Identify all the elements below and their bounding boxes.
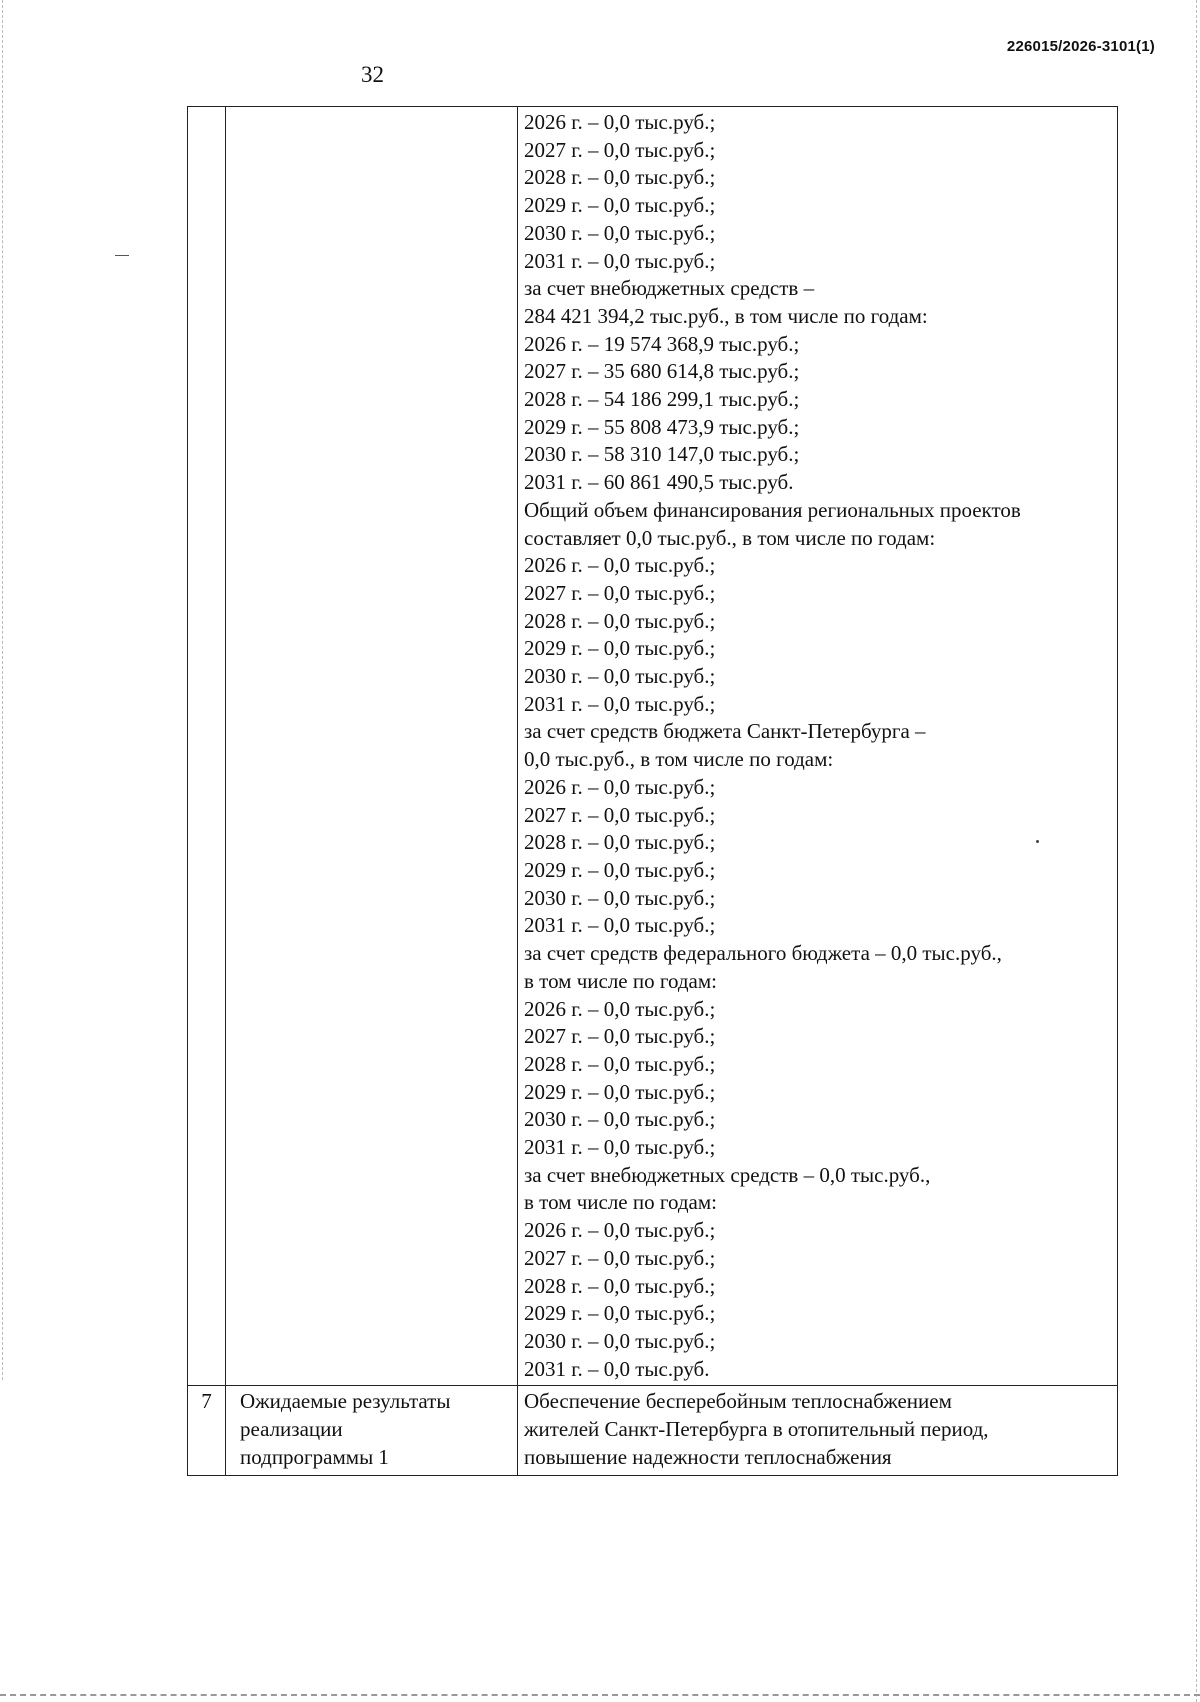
financing-line: 2027 г. – 0,0 тыс.руб.; (524, 1024, 716, 1049)
label-line: подпрограммы 1 (240, 1444, 389, 1469)
value-line: жителей Санкт-Петербурга в отопительный период, (524, 1417, 989, 1442)
financing-line: 2031 г. – 60 861 490,5 тыс.руб. (524, 470, 794, 495)
financing-line: 2027 г. – 0,0 тыс.руб.; (524, 137, 716, 162)
financing-line: в том числе по годам: (524, 1190, 717, 1215)
scan-mark (115, 255, 129, 256)
financing-line: за счет средств федерального бюджета – 0,0 тыс.руб., (524, 941, 1002, 966)
financing-line: 2030 г. – 0,0 тыс.руб.; (524, 664, 716, 689)
scan-edge-left (2, 0, 4, 1380)
financing-line: за счет внебюджетных средств – (524, 276, 815, 301)
financing-line: 2030 г. – 0,0 тыс.руб.; (524, 220, 716, 245)
financing-line: 2031 г. – 0,0 тыс.руб.; (524, 1135, 716, 1160)
financing-lines (524, 109, 1117, 1383)
financing-line: 2027 г. – 0,0 тыс.руб.; (524, 580, 716, 605)
financing-value-cell (518, 107, 1118, 1386)
financing-line: 284 421 394,2 тыс.руб., в том числе по годам: (524, 303, 928, 328)
financing-line: 2028 г. – 0,0 тыс.руб.; (524, 1273, 716, 1298)
row-number-cell (188, 107, 226, 1386)
financing-line: 2029 г. – 55 808 473,9 тыс.руб.; (524, 414, 800, 439)
expected-results-value-cell (518, 1386, 1118, 1476)
financing-line: 2026 г. – 0,0 тыс.руб.; (524, 774, 716, 799)
financing-line: 2028 г. – 0,0 тыс.руб.; (524, 608, 716, 633)
label-line: Ожидаемые результаты (240, 1389, 451, 1414)
row-number-cell: 7 (188, 1386, 226, 1476)
financing-line: 2029 г. – 0,0 тыс.руб.; (524, 857, 716, 882)
table-row-expected-results (188, 1386, 1118, 1476)
financing-line: 2028 г. – 54 186 299,1 тыс.руб.; (524, 387, 800, 412)
financing-line: 2030 г. – 0,0 тыс.руб.; (524, 1107, 716, 1132)
financing-line: 2026 г. – 0,0 тыс.руб.; (524, 553, 716, 578)
financing-line: 2026 г. – 0,0 тыс.руб.; (524, 996, 716, 1021)
page-number (0, 62, 1200, 88)
financing-line: 2027 г. – 0,0 тыс.руб.; (524, 1245, 716, 1270)
financing-line: 2026 г. – 19 574 368,9 тыс.руб.; (524, 331, 800, 356)
financing-line: 2027 г. – 35 680 614,8 тыс.руб.; (524, 359, 800, 384)
financing-line: 2029 г. – 0,0 тыс.руб.; (524, 636, 716, 661)
financing-line: составляет 0,0 тыс.руб., в том числе по годам: (524, 525, 936, 550)
financing-line: 2031 г. – 0,0 тыс.руб.; (524, 248, 716, 273)
expected-results-label-cell (226, 1386, 518, 1476)
row-name-cell (226, 107, 518, 1386)
registration-number: 226015/2026-3101(1) (1006, 38, 1155, 55)
financing-line: 2030 г. – 58 310 147,0 тыс.руб.; (524, 442, 800, 467)
value-line: повышение надежности теплоснабжения (524, 1444, 892, 1469)
financing-line: 2028 г. – 0,0 тыс.руб.; (524, 830, 716, 855)
scan-edge-bottom (0, 1694, 1200, 1698)
financing-line: 2028 г. – 0,0 тыс.руб.; (524, 1051, 716, 1076)
financing-line: 2029 г. – 0,0 тыс.руб.; (524, 1301, 716, 1326)
financing-line: Общий объем финансирования региональных проектов (524, 497, 1021, 522)
passport-table (187, 106, 1118, 1476)
financing-line: 2029 г. – 0,0 тыс.руб.; (524, 193, 716, 218)
table-row-financing-continuation (188, 107, 1118, 1386)
financing-line: 2031 г. – 0,0 тыс.руб.; (524, 913, 716, 938)
financing-line: 2030 г. – 0,0 тыс.руб.; (524, 885, 716, 910)
financing-line: 2031 г. – 0,0 тыс.руб. (524, 1356, 710, 1381)
financing-line: 2030 г. – 0,0 тыс.руб.; (524, 1328, 716, 1353)
financing-line: 2028 г. – 0,0 тыс.руб.; (524, 165, 716, 190)
financing-line: 2026 г. – 0,0 тыс.руб.; (524, 1218, 716, 1243)
financing-line: в том числе по годам: (524, 968, 717, 993)
label-line: реализации (240, 1417, 343, 1442)
financing-line: 2027 г. – 0,0 тыс.руб.; (524, 802, 716, 827)
value-line: Обеспечение бесперебойным теплоснабжением (524, 1389, 952, 1414)
financing-line: 0,0 тыс.руб., в том числе по годам: (524, 747, 834, 772)
financing-line: за счет внебюджетных средств – 0,0 тыс.руб., (524, 1162, 931, 1187)
financing-line: за счет средств бюджета Санкт-Петербурга – (524, 719, 926, 744)
page-number-text: 32 (361, 62, 384, 87)
financing-line: 2026 г. – 0,0 тыс.руб.; (524, 110, 716, 134)
financing-line: 2031 г. – 0,0 тыс.руб.; (524, 691, 716, 716)
scan-edge-right (1196, 0, 1198, 1702)
financing-line: 2029 г. – 0,0 тыс.руб.; (524, 1079, 716, 1104)
